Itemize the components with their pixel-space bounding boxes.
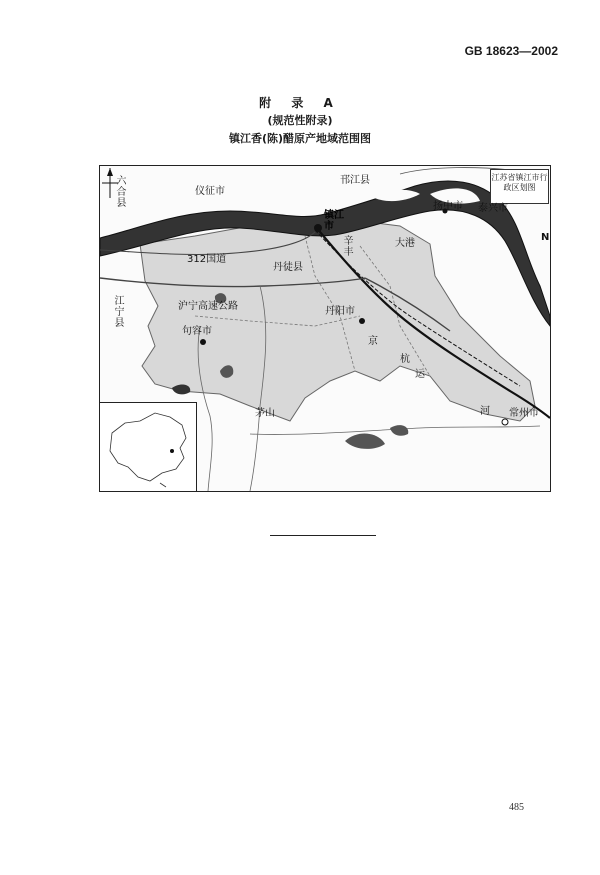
place-liuhe: 六合县: [116, 176, 127, 209]
grand-canal-char-3: 运: [415, 369, 425, 380]
danyang-marker: [359, 318, 365, 324]
lake: [390, 425, 408, 436]
place-maoshan: 茅山: [255, 408, 275, 419]
place-road-312: 312国道: [187, 254, 227, 265]
changzhou-marker: [502, 419, 508, 425]
place-dagang: 大港: [395, 238, 415, 249]
appendix-title: 镇江香(陈)醋原产地域范围图: [228, 132, 372, 145]
place-jiangning: 江宁县: [114, 296, 125, 329]
lake: [345, 434, 385, 449]
grand-canal-char-1: 京: [368, 336, 378, 347]
zhenjiang-marker: [314, 224, 322, 232]
china-outline: [100, 403, 196, 491]
place-xinfeng: 辛丰: [343, 236, 354, 258]
appendix-label: 附 录 A: [259, 96, 341, 110]
appendix-type: (规范性附录): [267, 114, 333, 127]
place-dantu: 丹徒县: [273, 262, 303, 273]
place-jurong: 句容市: [182, 326, 212, 337]
end-rule: [270, 535, 376, 536]
north-label: N: [541, 232, 550, 243]
place-yangzhong: 扬中市: [433, 201, 463, 212]
place-expressway: 沪宁高速公路: [178, 301, 238, 312]
grand-canal-char-2: 杭: [400, 354, 410, 365]
china-locator-inset: [100, 402, 197, 491]
place-hanjiang: 邗江县: [340, 175, 370, 186]
place-danyang: 丹阳市: [325, 306, 355, 317]
place-changzhou: 常州市: [509, 408, 539, 419]
origin-area-map: [99, 165, 551, 492]
place-zhenjiang: 镇江市: [324, 210, 344, 232]
grand-canal-char-4: 河: [480, 406, 490, 417]
standard-code: GB 18623—2002: [464, 44, 558, 58]
place-taixing: 泰兴市: [478, 203, 508, 214]
jurong-marker: [200, 339, 206, 345]
place-yizheng: 仪征市: [195, 186, 225, 197]
map-legend: 江苏省镇江市行政区划图: [490, 169, 549, 204]
page-number: 485: [509, 802, 524, 813]
